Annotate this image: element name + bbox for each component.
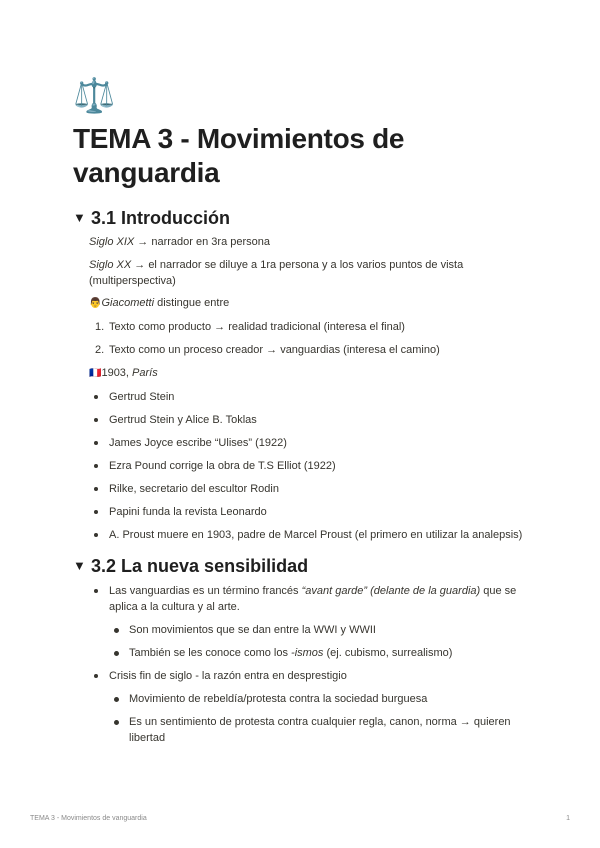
bullet-icon bbox=[94, 487, 98, 491]
section-introduccion bbox=[73, 206, 533, 543]
list-item-text: Son movimientos que se dan entre la WWI y WWII bbox=[129, 624, 376, 636]
list-item bbox=[89, 389, 533, 405]
list-item-text: Gertrud Stein bbox=[109, 391, 175, 403]
bulleted-list bbox=[89, 583, 533, 746]
toggle-triangle-icon[interactable]: ▼ bbox=[73, 210, 86, 225]
man-face-icon: 👨 bbox=[89, 298, 102, 309]
italic-text: París bbox=[132, 367, 158, 379]
list-item-text: Texto como un proceso creador → vanguardias (interesa el camino) bbox=[109, 344, 440, 356]
text: También se les conoce como los bbox=[129, 647, 292, 659]
bullet-icon bbox=[94, 464, 98, 468]
paragraph bbox=[89, 295, 533, 312]
italic-text: -ismos bbox=[291, 647, 324, 659]
list-item-text: Ezra Pound corrige la obra de T.S Elliot (1922) bbox=[109, 460, 336, 472]
circle-bullet-icon bbox=[114, 720, 119, 725]
toggle-triangle-icon[interactable]: ▼ bbox=[73, 558, 86, 573]
bullet-icon bbox=[94, 418, 98, 422]
bullet-icon bbox=[94, 510, 98, 514]
toggle-body bbox=[73, 234, 533, 543]
list-item bbox=[89, 668, 533, 746]
list-item bbox=[89, 583, 533, 661]
list-item-text: Gertrud Stein y Alice B. Toklas bbox=[109, 414, 257, 426]
paragraph bbox=[89, 234, 533, 250]
list-item-text: Papini funda la revista Leonardo bbox=[109, 506, 267, 518]
circle-bullet-icon bbox=[114, 628, 119, 633]
list-item-text: A. Proust muere en 1903, padre de Marcel Proust (el primero en utilizar la analepsis) bbox=[109, 529, 523, 541]
list-item-text: Texto como producto → realidad tradicional (interesa el final) bbox=[109, 321, 405, 333]
list-item bbox=[109, 645, 533, 661]
bullet-icon bbox=[94, 533, 98, 537]
numbered-list bbox=[89, 319, 533, 358]
text: que se aplica a la cultura y al arte. bbox=[109, 585, 517, 613]
list-item-text: Movimiento de rebeldía/protesta contra la sociedad burguesa bbox=[129, 693, 428, 705]
page-number: 1 bbox=[566, 815, 570, 822]
list-item bbox=[89, 435, 533, 451]
text: 1903, bbox=[101, 367, 133, 379]
list-item bbox=[89, 342, 533, 358]
france-flag-icon: 🇫🇷 bbox=[89, 368, 102, 379]
paragraph bbox=[89, 365, 533, 382]
text: → el narrador se diluye a 1ra persona y a los varios puntos de vista (multiperspectiva) bbox=[89, 259, 464, 287]
circle-bullet-icon bbox=[114, 697, 119, 702]
circle-bullet-icon bbox=[114, 651, 119, 656]
nested-list bbox=[109, 691, 533, 746]
list-item bbox=[89, 319, 533, 335]
paragraph bbox=[89, 257, 533, 289]
page-footer bbox=[30, 815, 570, 822]
italic-text: Siglo XX bbox=[89, 259, 132, 271]
section-title: 3.2 La nueva sensibilidad bbox=[91, 556, 309, 576]
section-heading[interactable] bbox=[73, 206, 533, 230]
list-item-text: Crisis fin de siglo - la razón entra en desprestigio bbox=[109, 670, 347, 682]
page-content bbox=[73, 76, 533, 746]
text: (ej. cubismo, surrealismo) bbox=[323, 647, 453, 659]
list-item bbox=[89, 527, 533, 543]
section-title: 3.1 Introducción bbox=[91, 208, 231, 228]
list-item bbox=[109, 691, 533, 707]
text: Las vanguardias es un término francés bbox=[109, 585, 302, 597]
text: distingue entre bbox=[154, 297, 230, 309]
list-item bbox=[89, 481, 533, 497]
italic-text: “avant garde” (delante de la guardia) bbox=[301, 585, 481, 597]
section-nueva-sensibilidad bbox=[73, 554, 533, 746]
list-item bbox=[89, 504, 533, 520]
list-item-text: Es un sentimiento de protesta contra cualquier regla, canon, norma → quieren libertad bbox=[129, 716, 511, 744]
list-item bbox=[109, 622, 533, 638]
list-item bbox=[89, 412, 533, 428]
section-heading[interactable] bbox=[73, 554, 533, 578]
bullet-icon bbox=[94, 441, 98, 445]
bullet-icon bbox=[94, 589, 98, 593]
bullet-icon bbox=[94, 395, 98, 399]
italic-text: Siglo XIX bbox=[89, 236, 135, 248]
list-item bbox=[109, 714, 533, 746]
list-number: 2. bbox=[95, 344, 105, 356]
list-item-text: Rilke, secretario del escultor Rodin bbox=[109, 483, 279, 495]
bullet-icon bbox=[94, 674, 98, 678]
list-item bbox=[89, 458, 533, 474]
italic-text: Giacometti bbox=[101, 297, 155, 309]
page-title: TEMA 3 - Movimientos de vanguardia bbox=[73, 123, 405, 188]
nested-list bbox=[109, 622, 533, 661]
balance-scale-icon: ⚖️ bbox=[73, 76, 116, 116]
footer-title: TEMA 3 - Movimientos de vanguardia bbox=[30, 815, 147, 822]
toggle-body bbox=[73, 583, 533, 746]
bulleted-list bbox=[89, 389, 533, 543]
list-item-text: James Joyce escribe “Ulises” (1922) bbox=[109, 437, 287, 449]
list-number: 1. bbox=[95, 321, 105, 333]
text: → narrador en 3ra persona bbox=[134, 236, 270, 248]
